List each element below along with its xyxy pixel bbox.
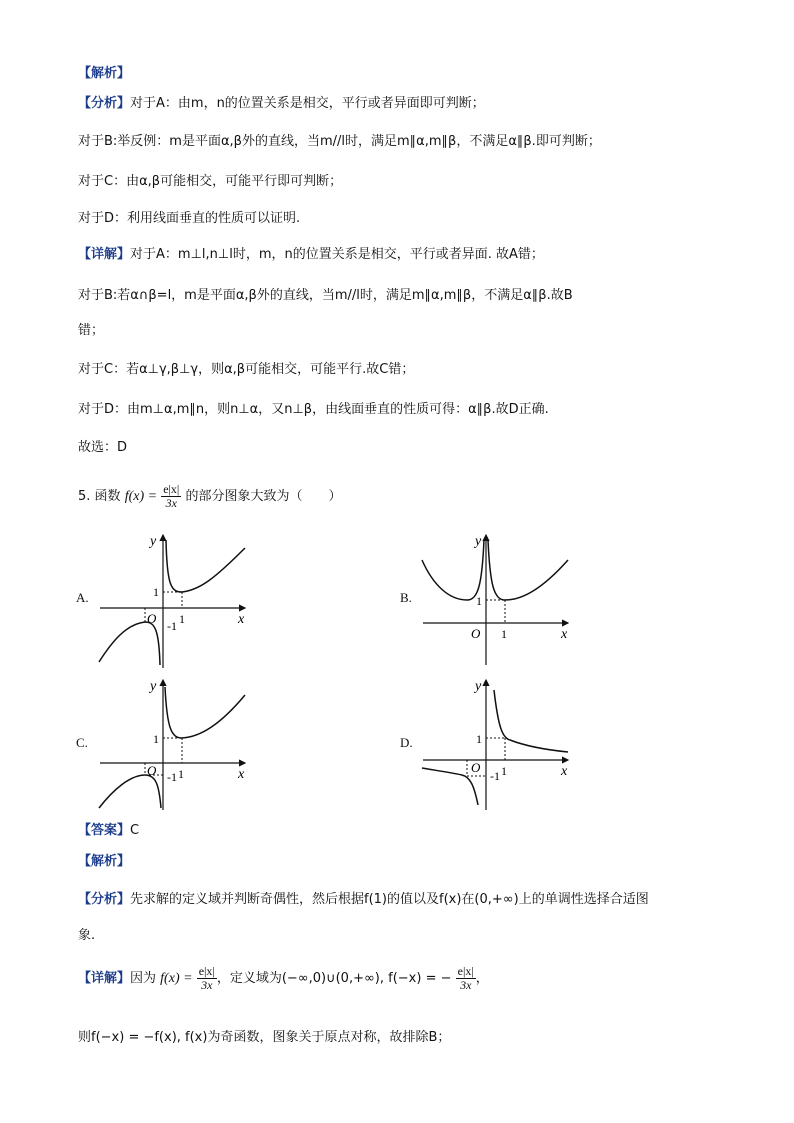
curve-right	[165, 687, 245, 738]
answer-tag: 【答案】	[78, 823, 131, 838]
y-label: y	[475, 679, 482, 694]
fraction-numerator: e|x|	[198, 964, 215, 978]
analysis-line-d: 对于D：利用线面垂直的性质可以证明.	[78, 211, 301, 226]
detail2-tag: 【详解】	[78, 971, 131, 986]
analysis-line-c: 对于C：由α,β可能相交，可能平行即可判断；	[78, 174, 343, 189]
one-y-label: 1	[153, 585, 159, 599]
detail-line-b2: 错；	[78, 323, 105, 338]
question-suffix: 的部分图象大致为（ ）	[185, 489, 342, 504]
question-5-stem	[78, 483, 734, 511]
analysis-line-b: 对于B:举反例：m是平面α,β外的直线，当m//l时，满足m∥α,m∥β，不满足α∥β.即可判断；	[78, 134, 601, 149]
question-number: 5. 函数	[78, 489, 121, 504]
origin-label: O	[147, 611, 157, 626]
one-x-label: 1	[501, 627, 507, 641]
option-a-graph	[95, 530, 255, 674]
option-c-label: C.	[76, 735, 88, 750]
analysis2-line-2: 象.	[78, 928, 96, 943]
option-c-graph	[95, 675, 255, 819]
answer-value: C	[130, 823, 140, 838]
one-x-label: 1	[178, 767, 184, 781]
detail-line-a	[78, 245, 734, 265]
detail-line-c: 对于C：若α⊥γ,β⊥γ，则α,β可能相交，可能平行.故C错；	[78, 362, 415, 377]
option-b-graph	[418, 530, 578, 674]
section-header-jiexi: 【解析】	[78, 66, 131, 81]
one-x-label: 1	[501, 764, 507, 778]
curve-left	[99, 622, 160, 665]
curve-right	[488, 540, 568, 600]
y-label: y	[475, 534, 482, 549]
detail-text-a: 对于A：m⊥l,n⊥l时，m，n的位置关系是相交，平行或者异面. 故A错；	[130, 247, 544, 262]
detail-tag: 【详解】	[78, 247, 131, 262]
detail-line-b1: 对于B:若α∩β=l，m是平面α,β外的直线，当m//l时，满足m∥α,m∥β，不满足α∥β.故B	[78, 288, 573, 303]
one-y-label: 1	[476, 732, 482, 746]
detail2-func: f(x) =	[160, 971, 193, 986]
one-y-label: 1	[153, 732, 159, 746]
fraction-denominator: 3x	[165, 496, 177, 510]
neg-one-label: -1	[167, 619, 177, 633]
fraction-denominator: 3x	[201, 978, 213, 992]
option-b-label: B.	[400, 590, 412, 605]
option-d-graph	[418, 675, 578, 819]
curve-left	[422, 768, 478, 805]
detail2-domain: ，定义域为(−∞,0)∪(0,+∞), f(−x) = −	[216, 971, 452, 986]
detail2-fraction-1	[197, 965, 217, 992]
section-header-jiexi-2: 【解析】	[78, 854, 131, 869]
function-fraction	[161, 483, 181, 510]
analysis-text-a: 对于A：由m，n的位置关系是相交，平行或者异面即可判断；	[130, 96, 485, 111]
x-label: x	[561, 764, 568, 779]
fraction-denominator: 3x	[460, 978, 472, 992]
detail2-because: 因为	[130, 971, 157, 986]
option-d-label: D.	[400, 735, 413, 750]
detail2-last-line: 则f(−x) = −f(x), f(x)为奇函数，图象关于原点对称，故排除B；	[78, 1030, 451, 1045]
y-label: y	[150, 534, 157, 549]
x-label: x	[238, 612, 245, 627]
choose-d: 故选：D	[78, 440, 128, 455]
analysis2-text-1: 先求解的定义域并判断奇偶性，然后根据f(1)的值以及f(x)在(0,+∞)上的单调性选择合适图	[130, 892, 649, 907]
neg-one-label: -1	[490, 769, 500, 783]
detail2-line	[78, 964, 734, 994]
analysis2-line-1	[78, 890, 734, 910]
detail2-end: ，	[475, 971, 489, 986]
x-label: x	[561, 627, 568, 642]
origin-label: O	[471, 626, 481, 641]
function-lhs: f(x) =	[124, 489, 158, 504]
fraction-numerator: e|x|	[163, 482, 180, 496]
origin-label: O	[471, 760, 481, 775]
one-x-label: 1	[179, 612, 185, 626]
answer-line	[78, 821, 734, 841]
neg-one-label: -1	[167, 770, 177, 784]
x-label: x	[238, 767, 245, 782]
fraction-numerator: e|x|	[457, 964, 474, 978]
detail-line-d: 对于D：由m⊥α,m∥n，则n⊥α，又n⊥β，由线面垂直的性质可得：α∥β.故D正确.	[78, 402, 549, 417]
curve-left	[422, 540, 484, 600]
one-y-label: 1	[476, 594, 482, 608]
y-label: y	[150, 679, 157, 694]
option-a-label: A.	[76, 590, 89, 605]
detail2-fraction-2	[456, 965, 476, 992]
analysis2-tag: 【分析】	[78, 892, 131, 907]
analysis-line-a	[78, 94, 734, 114]
curve-left	[99, 775, 161, 808]
origin-label: O	[147, 763, 157, 778]
analysis-tag: 【分析】	[78, 96, 131, 111]
curve-right	[166, 540, 245, 592]
